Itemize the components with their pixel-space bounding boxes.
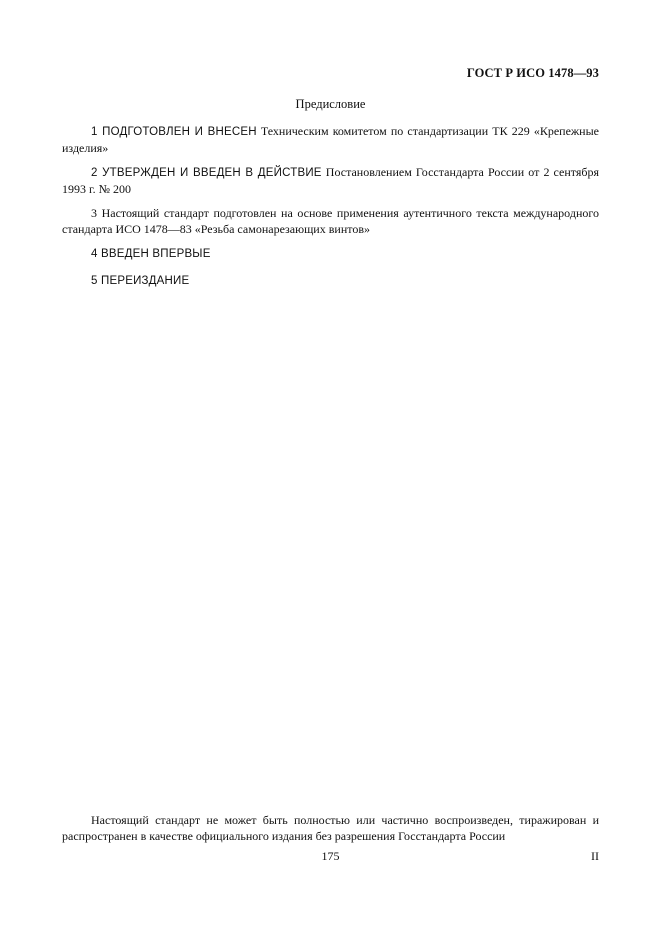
- foreword-item-1: [62, 124, 599, 156]
- roman-page-number: II: [591, 849, 599, 863]
- foreword-item-4: [62, 246, 599, 263]
- foreword-item-5-heading: 5 ПЕРЕИЗДАНИЕ: [91, 275, 190, 287]
- foreword-item-5: [62, 273, 599, 290]
- foreword-item-1-heading: 1 ПОДГОТОВЛЕН И ВНЕСЕН: [91, 126, 257, 138]
- page-number: 175: [321, 849, 340, 863]
- foreword-title: Предисловие: [295, 97, 366, 111]
- foreword-item-3: [62, 206, 599, 237]
- copyright-notice: Настоящий стандарт не может быть полностью или частично воспроизведен, тиражирован и распространен в качестве официального издания без разрешения Госстандарта России: [62, 813, 599, 843]
- foreword-item-2-text: Постановлением Госстандарта России от 2 сентября 1993 г. № 200: [62, 165, 600, 196]
- foreword-item-3-text: 3 Настоящий стандарт подготовлен на основе применения аутентичного текста международного стандарта ИСО 1478—83 «Резьба самонарезающих винтов»: [62, 206, 599, 236]
- foreword-item-2-heading: 2 УТВЕРЖДЕН И ВВЕДЕН В ДЕЙСТВИЕ: [91, 167, 322, 179]
- foreword-item-1-text: Техническим комитетом по стандартизации ТК 229 «Крепежные изделия»: [62, 124, 599, 155]
- document-code: ГОСТ Р ИСО 1478—93: [466, 66, 599, 80]
- foreword-item-4-heading: 4 ВВЕДЕН ВПЕРВЫЕ: [91, 248, 211, 260]
- foreword-item-2: [62, 165, 599, 197]
